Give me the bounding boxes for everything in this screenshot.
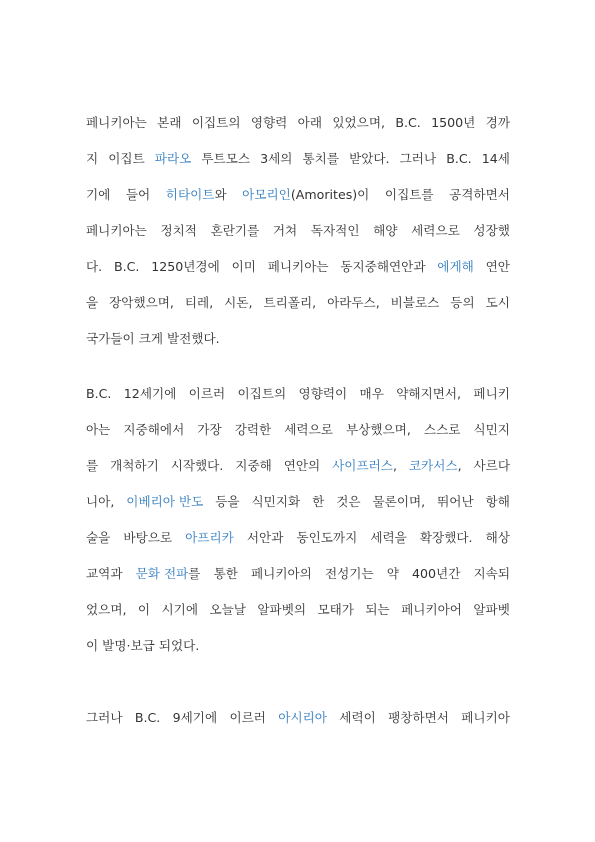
hyperlink[interactable]: 아시리아 (278, 710, 327, 725)
word: 항해 (485, 494, 510, 509)
word: 확장했다. (419, 530, 473, 545)
word: 공격하면서 (449, 187, 510, 202)
word: 3세의 (260, 151, 293, 166)
word: 1250년경에 (151, 259, 220, 274)
word: 국가들이 크게 발전했다. (86, 331, 220, 346)
word: 식민지화 (251, 494, 301, 509)
word: 이미 (231, 259, 256, 274)
word: 12세기에 (123, 386, 177, 401)
word: 해양 (373, 223, 398, 238)
word: 트리폴리, (263, 295, 317, 310)
word: 혼란기를 (210, 223, 260, 238)
text-line (86, 185, 510, 205)
hyperlink[interactable]: 이베리아 반도 (126, 494, 204, 509)
word: 한 (312, 494, 325, 509)
hyperlink[interactable]: 아모리인 (242, 187, 291, 202)
word: B.C. (113, 259, 140, 274)
word: 그러나 (86, 710, 123, 725)
word: 매우 (359, 386, 384, 401)
text-line (86, 293, 510, 313)
word (185, 528, 234, 548)
word: 경까 (485, 115, 510, 130)
word: 시작했다. (170, 458, 224, 473)
word: 이 발명·보급 되었다. (86, 638, 200, 653)
word (126, 492, 203, 512)
word: 1500년 (431, 115, 476, 130)
hyperlink[interactable]: 에게해 (437, 259, 474, 274)
word: 본래 (157, 115, 182, 130)
word: 페니키아는 (86, 223, 147, 238)
word: 페니키아는 (86, 115, 147, 130)
word: 물론이며, (372, 494, 426, 509)
word: 니아, (86, 494, 115, 509)
word: 거쳐 (272, 223, 298, 238)
word: 세력이 (339, 710, 376, 725)
text-line (86, 221, 510, 241)
hyperlink[interactable]: 코카서스 (408, 458, 458, 473)
word: 이르러 (229, 710, 266, 725)
word: 페니키 (473, 386, 510, 401)
hyperlink[interactable]: 히타이트 (165, 187, 215, 202)
word: 알파벳의 (257, 602, 307, 617)
word: 동인도까지 (296, 530, 358, 545)
text-line (86, 564, 510, 584)
word: 통한 (213, 566, 238, 581)
word: 문화 전파를 (135, 566, 201, 581)
word: 식민지 (473, 422, 510, 437)
word: 투트모스 (201, 151, 251, 166)
word: 가장 (197, 422, 222, 437)
word: 것은 (336, 494, 361, 509)
word: 들어 (125, 187, 151, 202)
word: 도시 (485, 295, 510, 310)
word: 이집트의 (191, 115, 241, 130)
word: 세력으로 (284, 422, 333, 437)
word: 동지중해연안과 (340, 259, 426, 274)
text-line (86, 708, 510, 728)
word: 해상 (485, 530, 510, 545)
word: 모태가 (317, 602, 354, 617)
word: 영향력이 (298, 386, 348, 401)
word: 교역과 (86, 566, 123, 581)
word: 비블로스 (390, 295, 440, 310)
word: 이집트의 (237, 386, 287, 401)
word: 독자적인 (310, 223, 360, 238)
word: 페니키아의 (251, 566, 312, 581)
word: 페니키아 (461, 710, 510, 725)
word: 을 (86, 295, 99, 310)
text-line (86, 257, 510, 277)
word: 14세 (481, 151, 510, 166)
word: 뛰어난 (437, 494, 474, 509)
text-line (86, 528, 510, 548)
word (278, 708, 327, 728)
word: 코카서스, (408, 458, 462, 473)
text-line (86, 492, 510, 512)
word: 지속되 (473, 566, 510, 581)
hyperlink[interactable]: 문화 전파 (135, 566, 189, 581)
word: B.C. (395, 115, 421, 130)
word: 되는 (365, 602, 390, 617)
word: 9세기에 (172, 710, 218, 725)
word: 연안의 (283, 458, 321, 473)
word: 있었으며, (332, 115, 385, 130)
word: 약 (386, 566, 399, 581)
word: 세력을 (370, 530, 407, 545)
word: 시기에 (161, 602, 199, 617)
text-line (86, 600, 510, 620)
text-line (86, 329, 220, 349)
word: 지 (86, 151, 99, 166)
word: 그러나 (399, 151, 437, 166)
word: 다. (86, 259, 103, 274)
word: 지중해 (235, 458, 272, 473)
word: 서안과 (246, 530, 284, 545)
word: 를 (86, 458, 99, 473)
word: 개척하기 (110, 458, 159, 473)
word: B.C. (86, 386, 112, 401)
hyperlink[interactable]: 사이프러스 (332, 458, 393, 473)
word: 정치적 (160, 223, 197, 238)
word: B.C. (446, 151, 472, 166)
word: 이르러 (188, 386, 226, 401)
text-line (86, 420, 510, 440)
word: 강력한 (234, 422, 272, 437)
word: 아라두스, (327, 295, 380, 310)
word: 스스로 (423, 422, 461, 437)
word: 바탕으로 (123, 530, 173, 545)
word: 페니키아는 (267, 259, 329, 274)
hyperlink[interactable]: 아프리카 (185, 530, 234, 545)
word: 등을 (215, 494, 240, 509)
text-line (86, 149, 510, 169)
word: 페니키아어 (401, 602, 462, 617)
word: 사르다 (473, 458, 510, 473)
word: 영향력 (250, 115, 288, 130)
text-line (86, 456, 510, 476)
word: 아래 (297, 115, 322, 130)
word: 이집트 (108, 151, 145, 166)
word: 히타이트와 (165, 187, 227, 202)
word: 아는 (86, 422, 111, 437)
word: 오늘날 (209, 602, 246, 617)
hyperlink[interactable]: 파라오 (154, 151, 192, 166)
word: 약해지면서, (396, 386, 462, 401)
word (437, 257, 474, 277)
word: 사이프러스, (332, 458, 397, 473)
word: 연안 (485, 259, 510, 274)
word: 전성기는 (324, 566, 374, 581)
word: 이 (137, 602, 151, 617)
word: 받았다. (349, 151, 390, 166)
word: B.C. (134, 710, 161, 725)
word: 이집트를 (384, 187, 434, 202)
word: 400년간 (412, 566, 461, 581)
word: 아모리인(Amorites)이 (242, 187, 370, 202)
word: 장악했으며, (109, 295, 174, 310)
word: 부상했으며, (346, 422, 411, 437)
word: 통치를 (302, 151, 339, 166)
word: 티레, (184, 295, 214, 310)
word: 팽창하면서 (388, 710, 449, 725)
word: 등의 (450, 295, 475, 310)
text-line (86, 636, 199, 656)
word: 었으며, (86, 602, 127, 617)
word (155, 149, 192, 169)
word: 알파벳 (473, 602, 510, 617)
text-line (86, 384, 510, 404)
word: 성장했 (473, 223, 510, 238)
word: 세력으로 (411, 223, 460, 238)
word: 기에 (86, 187, 111, 202)
text-line (86, 113, 510, 133)
word: 술을 (86, 530, 111, 545)
word: 지중해에서 (123, 422, 185, 437)
word: 시돈, (224, 295, 253, 310)
